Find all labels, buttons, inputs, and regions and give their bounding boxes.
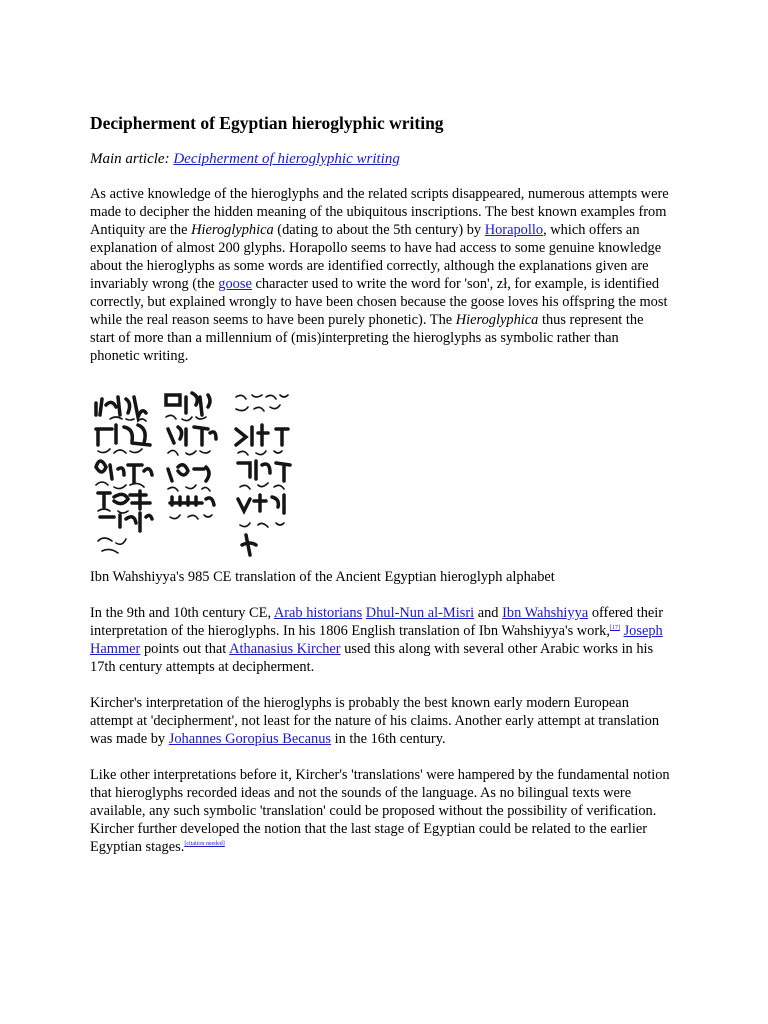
link-joseph-hammer[interactable]: Joseph Hammer <box>90 623 663 657</box>
link-horapollo[interactable]: Horapollo <box>484 222 544 238</box>
citation-needed[interactable] <box>184 841 224 847</box>
main-article-prefix: Main article: <box>90 151 174 167</box>
link-dhul-nun-al-misri[interactable]: Dhul-Nun al-Misri <box>365 605 475 621</box>
text-run: Like other interpretations before it, Kircher's 'translations' were hampered by the fundamental notion that hieroglyphs recorded ideas and not the sounds of the language. As no bilingual texts were available, any such symbolic 'translation' could be proposed without the possibility of verification. Kircher further developed the notion that the last stage of Egyptian could be related to the earlier Egyptian stages. <box>90 767 670 855</box>
link-arab-historians[interactable]: Arab historians <box>273 605 363 621</box>
text-run: used this along with several other Arabic works in his 17th century attempts at decipherment. <box>90 641 654 675</box>
citation-link[interactable]: [citation needed] <box>184 841 225 847</box>
text-run: in the 16th century. <box>331 731 446 747</box>
hieroglyph-alphabet-drawing <box>90 385 300 563</box>
text-run: thus represent the start of more than a millennium of (mis)interpreting the hieroglyphs as symbolic rather than phonetic writing. <box>90 312 644 364</box>
text-run: and <box>474 605 503 621</box>
text-run: character used to write the word for 'son', zł, for example, is identified correctly, but explained wrongly to have been chosen because the goose loves his offspring the most while the real reason seems to have been purely phonetic). The <box>90 276 668 328</box>
text-run: points out that <box>140 641 230 657</box>
text-run: , which offers an explanation of almost 200 glyphs. Horapollo seems to have had access to some genuine knowledge about the hieroglyphs as some words are identified correctly, although the explanations given are invariably wrong (the <box>90 222 662 292</box>
paragraph-antiquity <box>90 185 670 365</box>
hieroglyphica-title: Hieroglyphica <box>455 312 539 328</box>
paragraph-arab-historians <box>90 604 670 676</box>
text-run: As active knowledge of the hieroglyphs and the related scripts disappeared, numerous attempts were made to decipher the hidden meaning of the ubiquitous inscriptions. The best known examples from Antiquity are the <box>90 186 669 238</box>
section-heading: Decipherment of Egyptian hieroglyphic writing <box>90 113 444 133</box>
link-athanasius-kircher[interactable]: Athanasius Kircher <box>229 641 341 657</box>
text-run: Kircher's interpretation of the hieroglyphs is probably the best known early modern European attempt at 'decipherment', not least for the nature of his claims. Another early attempt at translation was made by <box>90 695 660 747</box>
citation-link[interactable]: [17] <box>609 625 620 631</box>
main-article-link[interactable]: Decipherment of hieroglyphic writing <box>173 151 400 167</box>
link-johannes-goropius-becanus[interactable]: Johannes Goropius Becanus <box>168 731 332 747</box>
hieroglyphica-title: Hieroglyphica <box>191 222 274 238</box>
text-run: (dating to about the 5th century) by <box>273 222 485 238</box>
text-run: In the 9th and 10th century CE, <box>90 605 274 621</box>
figure-caption: Ibn Wahshiyya's 985 CE translation of the Ancient Egyptian hieroglyph alphabet <box>90 569 555 585</box>
link-ibn-wahshiyya[interactable]: Ibn Wahshiyya <box>502 605 589 621</box>
text-run: offered their interpretation of the hieroglyphs. In his 1806 English translation of Ibn Wahshiyya's work, <box>90 605 664 639</box>
hieroglyph-alphabet-image <box>90 385 300 563</box>
paragraph-kircher <box>90 694 670 748</box>
main-article-note <box>90 149 400 169</box>
citation-ref-17[interactable] <box>610 625 620 631</box>
paragraph-translations <box>90 766 670 856</box>
link-goose[interactable]: goose <box>218 276 252 292</box>
